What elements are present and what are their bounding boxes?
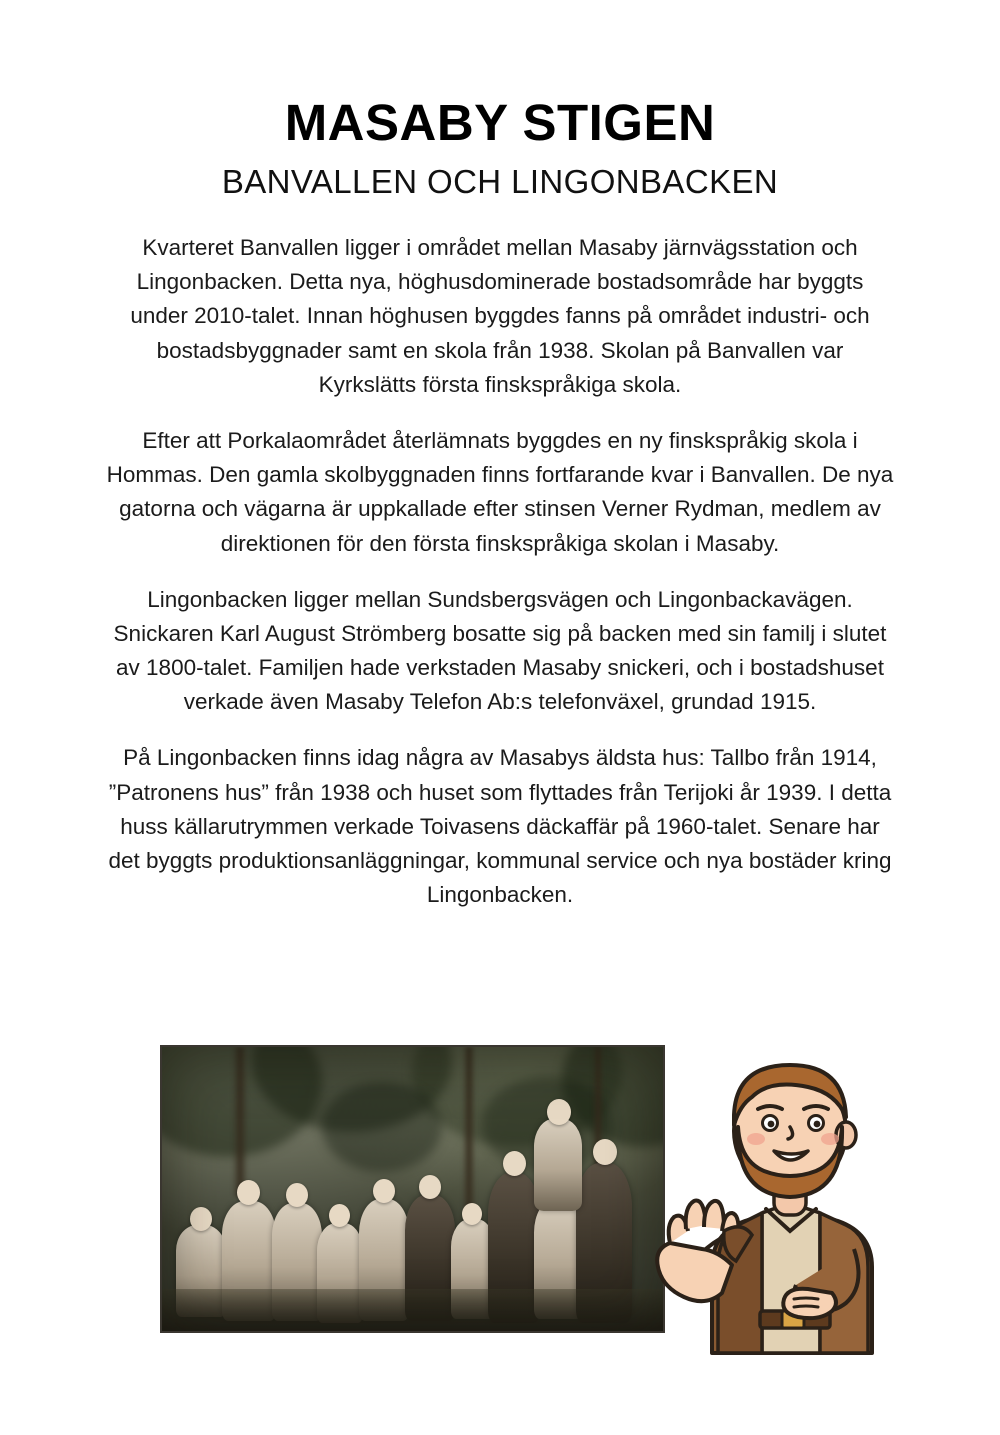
foliage-blob (322, 1082, 442, 1172)
body-paragraph-4: På Lingonbacken finns idag några av Masabys äldsta hus: Tallbo från 1914, ”Patronens hus” från 1938 och huset som flyttades från Terijoki år 1939. I detta huss källarutrymmen verkade Toivasens däckaffär på 1960-talet. Senare har det byggts produktionsanläggningar, kommunal service och nya bostäder kring Lingonbacken. (108, 745, 892, 908)
photo-figure-head (503, 1151, 526, 1176)
photo-ground (162, 1289, 663, 1331)
photo-figure-head (190, 1207, 212, 1231)
waving-bearded-man-illustration (640, 1035, 940, 1355)
photo-figure-head (286, 1183, 308, 1207)
body-paragraph-3: Lingonbacken ligger mellan Sundsbergsvägen och Lingonbackavägen. Snickaren Karl August Strömberg bosatte sig på backen med sin familj i slutet av 1800-talet. Familjen hade verkstaden Masaby snickeri, och i bostadshuset verkade även Masaby Telefon Ab:s telefonväxel, grundad 1915. (113, 586, 887, 715)
photo-figure (534, 1119, 582, 1211)
page-title: MASABY STIGEN (284, 94, 716, 151)
photo-figure-head (329, 1204, 350, 1227)
tree-trunk (232, 1047, 248, 1197)
photo-figure-head (419, 1175, 441, 1199)
page-subtitle: BANVALLEN OCH LINGONBACKEN (221, 163, 779, 201)
media-row (100, 1035, 940, 1365)
body-paragraph-1: Kvarteret Banvallen ligger i området mellan Masaby järnvägsstation och Lingonbacken. Detta nya, höghusdominerade bostadsområde har byggts under 2010-talet. Innan höghusen byggdes fanns på området industri- och bostadsbyggnader samt en skola från 1938. Skolan på Banvallen var Kyrkslätts första finskspråkiga skola. (130, 235, 870, 397)
historical-family-photo (160, 1045, 665, 1333)
tree-trunk (462, 1047, 476, 1207)
body-paragraph-2: Efter att Porkalaområdet återlämnats byggdes en ny finskspråkig skola i Hommas. Den gamla skolbyggnaden finns fortfarande kvar i Banvallen. De nya gatorna och vägarna är uppkallade efter stinsen Verner Rydman, medlem av direktionen för den första finskspråkiga skolan i Masaby. (106, 427, 894, 556)
photo-figure-head (373, 1179, 395, 1203)
photo-figure-head (237, 1180, 260, 1205)
photo-figure-head (593, 1139, 617, 1165)
photo-figure-head (462, 1203, 482, 1225)
photo-figure-head (547, 1099, 571, 1125)
